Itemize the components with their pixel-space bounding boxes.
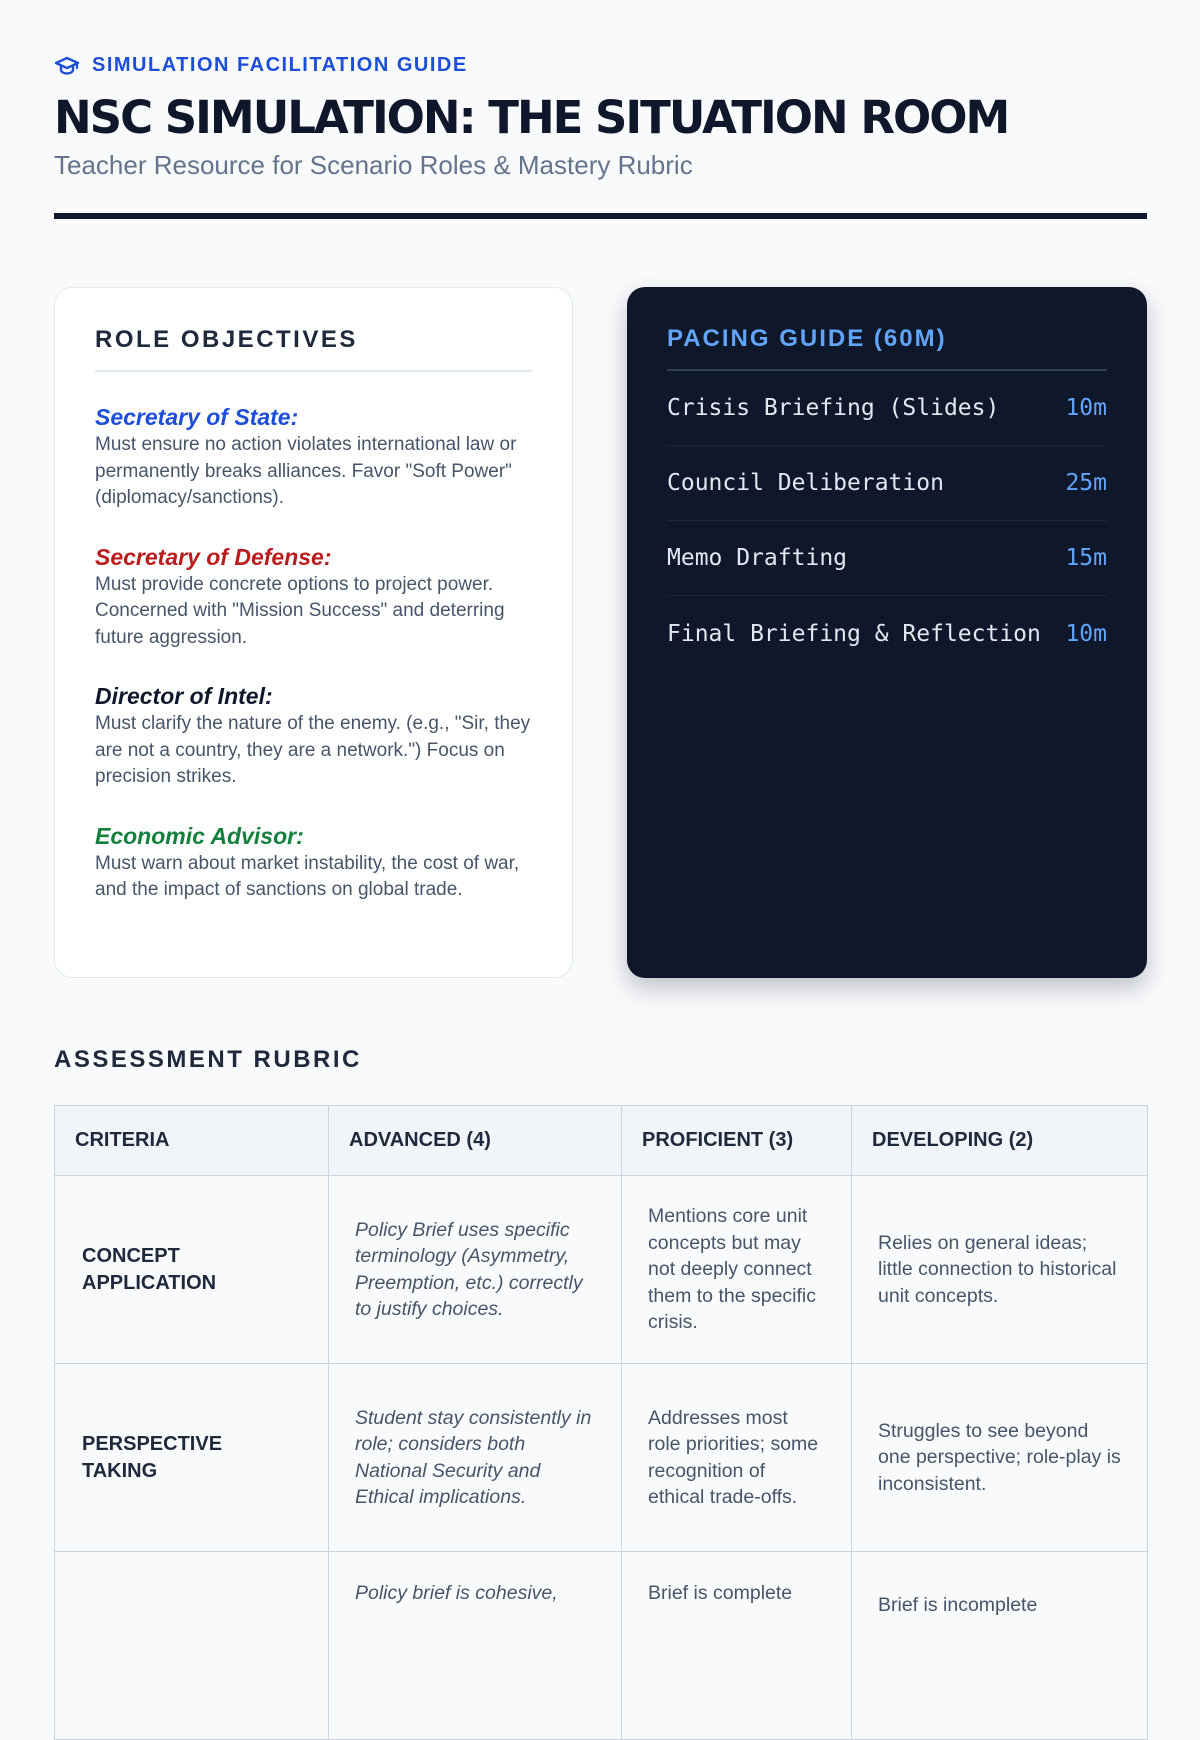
pacing-guide-card bbox=[627, 287, 1147, 978]
role-description: Must ensure no action violates international law or permanently breaks alliances. Favor "Soft Power" (diplomacy/sanctions). bbox=[95, 434, 517, 508]
role-objectives-card bbox=[54, 287, 573, 978]
developing-cell: Relies on general ideas; little connection to historical unit concepts. bbox=[852, 1176, 1148, 1364]
role-objectives-heading: ROLE OBJECTIVES bbox=[95, 326, 532, 372]
rubric-heading: ASSESSMENT RUBRIC bbox=[54, 1046, 362, 1073]
proficient-cell: Brief is complete bbox=[622, 1552, 852, 1740]
column-header-advanced: ADVANCED (4) bbox=[329, 1106, 622, 1176]
pacing-row bbox=[667, 371, 1107, 446]
pacing-row bbox=[667, 446, 1107, 521]
assessment-rubric-table bbox=[54, 1105, 1148, 1740]
pacing-time: 25m bbox=[1065, 470, 1107, 496]
table-row bbox=[55, 1552, 1148, 1740]
proficient-cell: Addresses most role priorities; some recognition of ethical trade-offs. bbox=[622, 1364, 852, 1552]
role-description: Must provide concrete options to project power. Concerned with "Mission Success" and deterring future aggression. bbox=[95, 573, 505, 648]
role-item bbox=[95, 821, 532, 904]
header-divider bbox=[54, 213, 1147, 219]
role-name: Economic Advisor: bbox=[95, 822, 304, 849]
pacing-label: Crisis Briefing (Slides) bbox=[667, 395, 1000, 421]
criteria-cell bbox=[55, 1552, 329, 1740]
proficient-cell: Mentions core unit concepts but may not deeply connect them to the specific crisis. bbox=[622, 1176, 852, 1364]
developing-cell: Struggles to see beyond one perspective; role-play is inconsistent. bbox=[852, 1364, 1148, 1552]
role-name: Secretary of Defense: bbox=[95, 543, 332, 570]
developing-cell: Brief is incomplete bbox=[852, 1552, 1148, 1740]
advanced-cell: Policy brief is cohesive, bbox=[329, 1552, 622, 1740]
eyebrow-label: SIMULATION FACILITATION GUIDE bbox=[92, 54, 468, 76]
role-name: Director of Intel: bbox=[95, 683, 273, 709]
role-name: Secretary of State: bbox=[95, 404, 299, 430]
table-row bbox=[55, 1364, 1148, 1552]
advanced-cell: Student stay consistently in role; considers both National Security and Ethical implications. bbox=[329, 1364, 622, 1552]
column-header-proficient: PROFICIENT (3) bbox=[622, 1106, 852, 1176]
pacing-label: Final Briefing & Reflection bbox=[667, 620, 1041, 647]
graduation-cap-icon bbox=[54, 55, 80, 77]
column-header-developing: DEVELOPING (2) bbox=[852, 1106, 1148, 1176]
criteria-cell: PERSPECTIVE TAKING bbox=[55, 1364, 329, 1552]
table-row bbox=[55, 1176, 1148, 1364]
role-description: Must clarify the nature of the enemy. (e.g., "Sir, they are not a country, they are a network.") Focus on precision strikes. bbox=[95, 713, 531, 787]
criteria-cell: CONCEPT APPLICATION bbox=[55, 1176, 329, 1364]
pacing-row bbox=[667, 596, 1107, 671]
pacing-time: 10m bbox=[1065, 395, 1107, 421]
role-item bbox=[95, 681, 532, 791]
pacing-label: Memo Drafting bbox=[667, 545, 848, 571]
pacing-time: 15m bbox=[1065, 545, 1107, 571]
role-description: Must warn about market instability, the cost of war, and the impact of sanctions on global trade. bbox=[95, 852, 520, 900]
page-title: NSC SIMULATION: THE SITUATION ROOM bbox=[54, 91, 1009, 144]
pacing-time: 10m bbox=[1065, 620, 1107, 647]
pacing-guide-heading: PACING GUIDE (60M) bbox=[667, 325, 1107, 371]
role-item bbox=[95, 402, 532, 512]
table-header-row bbox=[55, 1106, 1148, 1176]
role-item bbox=[95, 542, 532, 652]
page-subtitle: Teacher Resource for Scenario Roles & Mastery Rubric bbox=[54, 150, 693, 180]
pacing-label: Council Deliberation bbox=[667, 470, 944, 496]
pacing-row bbox=[667, 521, 1107, 596]
advanced-cell: Policy Brief uses specific terminology (Asymmetry, Preemption, etc.) correctly to justify choices. bbox=[329, 1176, 622, 1364]
eyebrow bbox=[54, 54, 468, 77]
column-header-criteria: CRITERIA bbox=[55, 1106, 329, 1176]
